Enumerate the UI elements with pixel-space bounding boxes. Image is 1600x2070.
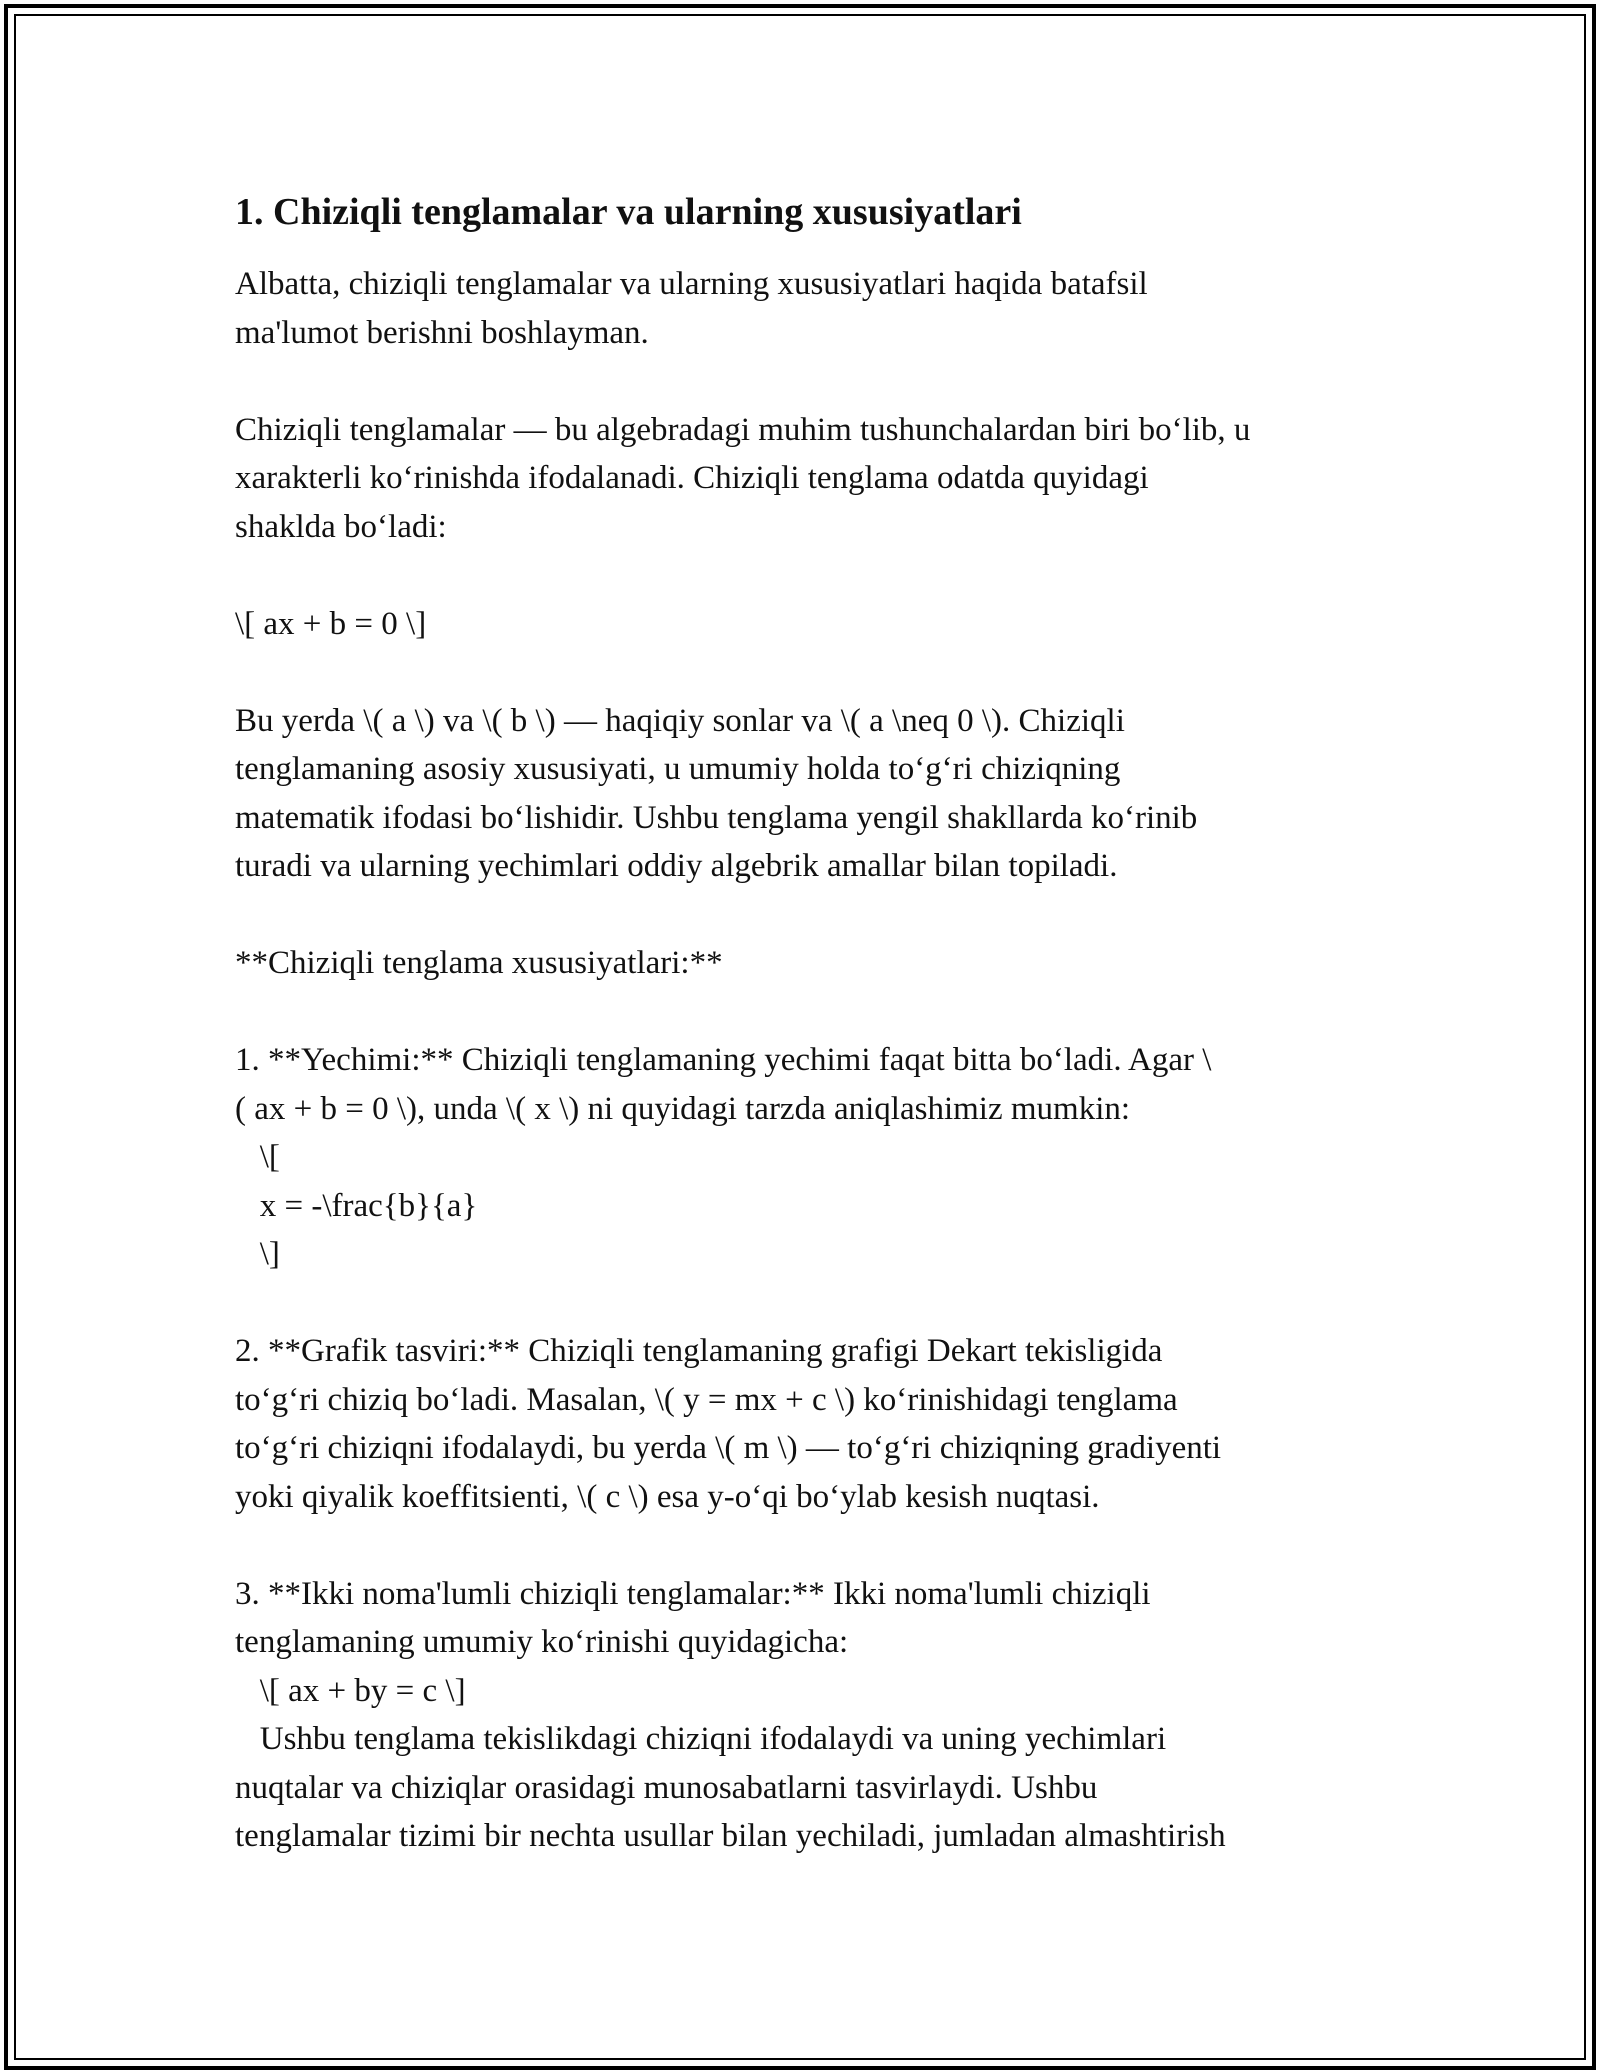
section-heading: 1. Chiziqli tenglamalar va ularning xususiyatlari [235, 191, 1022, 233]
paragraph-gap [235, 988, 1375, 1037]
equation-linear: \[ ax + b = 0 \] [235, 605, 427, 642]
document-body [235, 188, 1375, 1861]
paragraph-definition: Chiziqli tenglamalar — bu algebradagi muhim tushunchalardan biri bo‘lib, u xarakterli ko‘rinishda ifodalanadi. Chiziqli tenglama odatda quyidagi shaklda bo‘ladi: [235, 411, 1251, 545]
paragraph-gap [235, 648, 1375, 697]
list-item-solution: 1. **Yechimi:** Chiziqli tenglamaning yechimi faqat bitta bo‘ladi. Agar \ ( ax + b = 0 \), unda \( x \) ni quyidagi tarzda aniqlashimiz mumkin: \[ x = -\frac{b}{a} \] [235, 1042, 1212, 1272]
paragraph-gap [235, 1521, 1375, 1570]
paragraph-gap [235, 551, 1375, 600]
paragraph-gap [235, 357, 1375, 406]
paragraph-gap [235, 1279, 1375, 1328]
paragraph-explanation: Bu yerda \( a \) va \( b \) — haqiqiy sonlar va \( a \neq 0 \). Chiziqli tenglamaning asosiy xususiyati, u umumiy holda to‘g‘ri chiziqning matematik ifodasi bo‘lishidir. Ushbu tenglama yengil shakllarda ko‘rinib turadi va ularning yechimlari oddiy algebrik amallar bilan topiladi. [235, 702, 1198, 884]
paragraph-intro: Albatta, chiziqli tenglamalar va ularning xususiyatlari haqida batafsil ma'lumot berishni boshlayman. [235, 266, 1148, 351]
list-item-two-unknowns: 3. **Ikki noma'lumli chiziqli tenglamalar:** Ikki noma'lumli chiziqli tenglamaning umumiy ko‘rinishi quyidagicha: \[ ax + by = c \] Ushbu tenglama tekislikdagi chiziqni ifodalaydi va uning yechimlari nuqtalar va chiziqlar orasidagi munosabatlarni tasvirlaydi. Ushbu tenglamalar tizimi bir nechta usullar bilan yechiladi, jumladan almashtirish [235, 1575, 1226, 1854]
properties-title: **Chiziqli tenglama xususiyatlari:** [235, 945, 723, 981]
list-item-graph: 2. **Grafik tasviri:** Chiziqli tenglamaning grafigi Dekart tekisligida to‘g‘ri chiziq bo‘ladi. Masalan, \( y = mx + c \) ko‘rinishidagi tenglama to‘g‘ri chiziqni ifodalaydi, bu yerda \( m \) — to‘g‘ri chiziqning gradiyenti yoki qiyalik koeffitsienti, \( c \) esa y-o‘qi bo‘ylab kesish nuqtasi. [235, 1333, 1222, 1515]
paragraph-gap [235, 891, 1375, 940]
